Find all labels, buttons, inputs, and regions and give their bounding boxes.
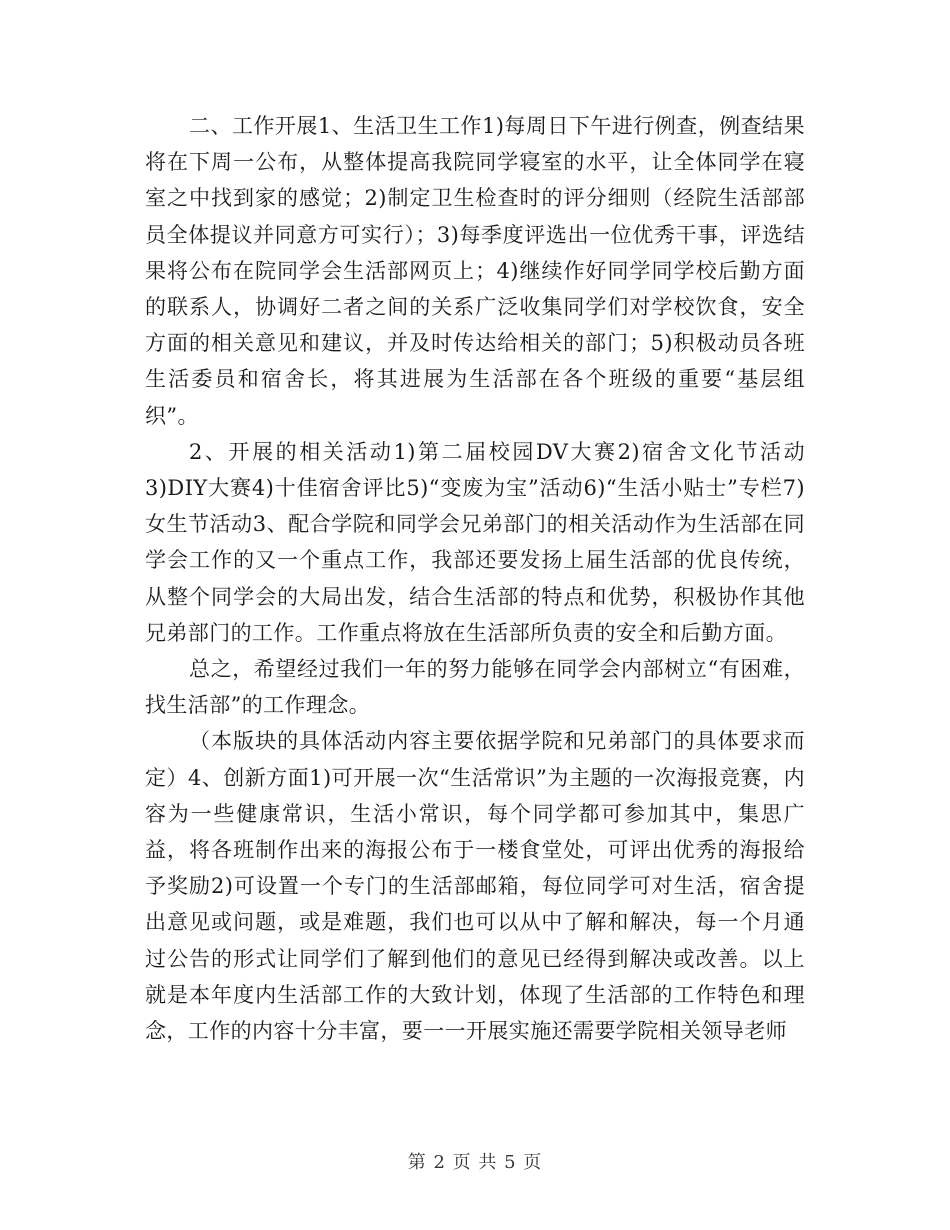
page-number-footer: 第 2 页 共 5 页 xyxy=(407,1152,543,1173)
document-body xyxy=(145,108,805,1049)
paragraph-summary: 总之，希望经过我们一年的努力能够在同学会内部树立“有困难，找生活部”的工作理念。 xyxy=(145,657,805,718)
paragraph-related-activities: 2、开展的相关活动1)第二届校园DV大赛2)宿舍文化节活动3)DIY大赛4)十佳宿舍评比5)“变废为宝”活动6)“生活小贴士”专栏7)女生节活动3、配合学院和同学会兄弟部门的相关活动作为生活部在同学会工作的又一个重点工作，我部还要发扬上届生活部的优良传统，从整个同学会的大局出发，结合生活部的特点和优势，积极协作其他兄弟部门的工作。工作重点将放在生活部所负责的安全和后勤方面。 xyxy=(145,439,805,645)
paragraph-innovation: （本版块的具体活动内容主要依据学院和兄弟部门的具体要求而定）4、创新方面1)可开展一次“生活常识”为主题的一次海报竞赛，内容为一些健康常识，生活小常识，每个同学都可参加其中，集思广益，将各班制作出来的海报公布于一楼食堂处，可评出优秀的海报给予奖励2)可设置一个专门的生活部邮箱，每位同学可对生活，宿舍提出意见或问题，或是难题，我们也可以从中了解和解决，每一个月通过公告的形式让同学们了解到他们的意见已经得到解决或改善。以上就是本年度内生活部工作的大致计划，体现了生活部的工作特色和理念，工作的内容十分丰富，要一一开展实施还需要学院相关领导老师 xyxy=(145,729,805,1044)
paragraph-work-development: 二、工作开展1、生活卫生工作1)每周日下午进行例查，例查结果将在下周一公布，从整体提高我院同学寝室的水平，让全体同学在寝室之中找到家的感觉；2)制定卫生检查时的评分细则（经院生活部部员全体提议并同意方可实行）；3)每季度评选出一位优秀干事，评选结果将公布在院同学会生活部网页上；4)继续作好同学同学校后勤方面的联系人，协调好二者之间的关系广泛收集同学们对学校饮食，安全方面的相关意见和建议，并及时传达给相关的部门；5)积极动员各班生活委员和宿舍长，将其进展为生活部在各个班级的重要“基层组织”。 xyxy=(145,114,805,428)
